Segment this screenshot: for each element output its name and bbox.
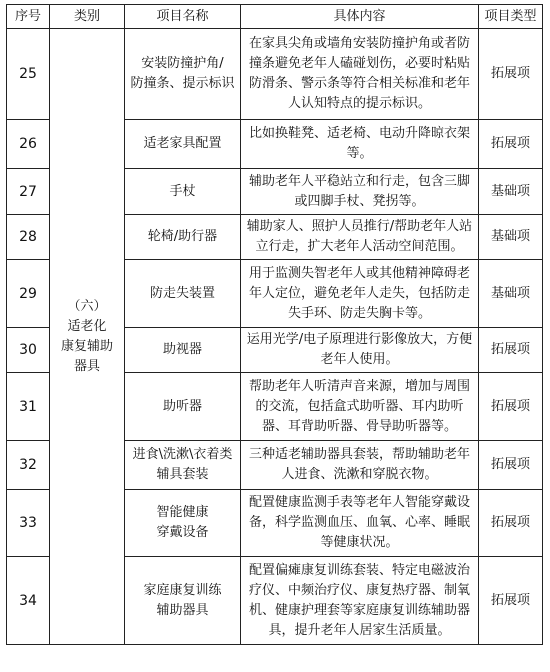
item-content: 配置偏瘫康复训练套装、特定电磁波治疗仪、中频治疗仪、康复热疗器、制氧机、健康护理套等家庭康复训练辅助器具，提升老年人居家生活质量。 [241,557,479,645]
item-name [125,557,241,645]
row-number: 25 [7,29,50,120]
item-name-line: 防撞条、提示标识 [130,76,235,91]
header-no: 序号 [7,5,50,29]
header-category: 类别 [50,5,125,29]
category-label: 器具 [73,358,100,374]
row-number: 30 [7,328,50,373]
item-type: 拓展项 [479,29,543,120]
category-cell [50,29,125,645]
item-name-line: 穿戴设备 [156,525,209,540]
item-type: 拓展项 [479,373,543,441]
item-content: 比如换鞋凳、适老椅、电动升降晾衣架等。 [241,120,479,169]
item-content: 帮助老年人听清声音来源，增加与周围的交流，包括盒式助听器、耳内助听器、耳背助听器、骨导助听器等。 [241,373,479,441]
item-name [125,260,241,328]
row-number: 26 [7,120,50,169]
row-number: 29 [7,260,50,328]
item-name-line: 轮椅/助行器 [147,229,218,244]
item-name-line: 手杖 [169,183,196,199]
item-name-line: 智能健康 [156,505,209,520]
item-content: 在家具尖角或墙角安装防撞护角或者防撞条避免老年人磕碰划伤，必要时粘贴防滑条、警示条等符合相关标准和老年人认知特点的提示标识。 [241,29,479,120]
item-name-line: 助听器 [162,398,202,414]
row-number: 28 [7,215,50,260]
item-name-line: 进食\洗漱\衣着类 [132,447,233,462]
item-name [125,441,241,490]
item-type: 基础项 [479,169,543,215]
category-label: 康复辅助 [60,338,113,354]
item-name-line: 适老家具配置 [143,136,222,151]
item-name-line: 安装防撞护角/ [141,56,224,71]
item-name-line: 助视器 [162,342,202,357]
item-content: 辅助家人、照护人员推行/帮助老年人站立行走，扩大老年人活动空间范围。 [241,215,479,260]
item-name [125,490,241,557]
item-name-line: 防走失装置 [149,285,215,301]
item-type: 拓展项 [479,328,543,373]
item-name-line: 辅具套装 [156,467,209,482]
row-number: 33 [7,490,50,557]
header-name: 项目名称 [125,5,241,29]
category-label: 适老化 [67,318,107,334]
item-content: 用于监测失智老年人或其他精神障碍老年人定位，避免老年人走失，包括防走失手环、防走失胸卡等。 [241,260,479,328]
row-number: 31 [7,373,50,441]
item-type: 拓展项 [479,490,543,557]
item-type: 基础项 [479,260,543,328]
table-row [7,29,543,120]
header-type: 项目类型 [479,5,543,29]
item-content: 配置健康监测手表等老年人智能穿戴设备，科学监测血压、血氧、心率、睡眠等健康状况。 [241,490,479,557]
item-type: 基础项 [479,215,543,260]
item-content: 三种适老辅助器具套装，帮助辅助老年人进食、洗漱和穿脱衣物。 [241,441,479,490]
header-content: 具体内容 [241,5,479,29]
item-type: 拓展项 [479,557,543,645]
item-name [125,215,241,260]
items-table [6,4,543,645]
row-number: 27 [7,169,50,215]
item-name [125,120,241,169]
item-type: 拓展项 [479,120,543,169]
row-number: 32 [7,441,50,490]
header-row [7,5,543,29]
item-type: 拓展项 [479,441,543,490]
item-name [125,373,241,441]
item-content: 运用光学/电子原理进行影像放大，方便老年人使用。 [241,328,479,373]
item-name [125,328,241,373]
item-name-line: 辅助器具 [156,602,209,618]
category-label: （六） [67,298,107,314]
item-content: 辅助老年人平稳站立和行走，包含三脚或四脚手杖、凳拐等。 [241,169,479,215]
item-name [125,169,241,215]
item-name [125,29,241,120]
row-number: 34 [7,557,50,645]
item-name-line: 家庭康复训练 [143,582,222,598]
